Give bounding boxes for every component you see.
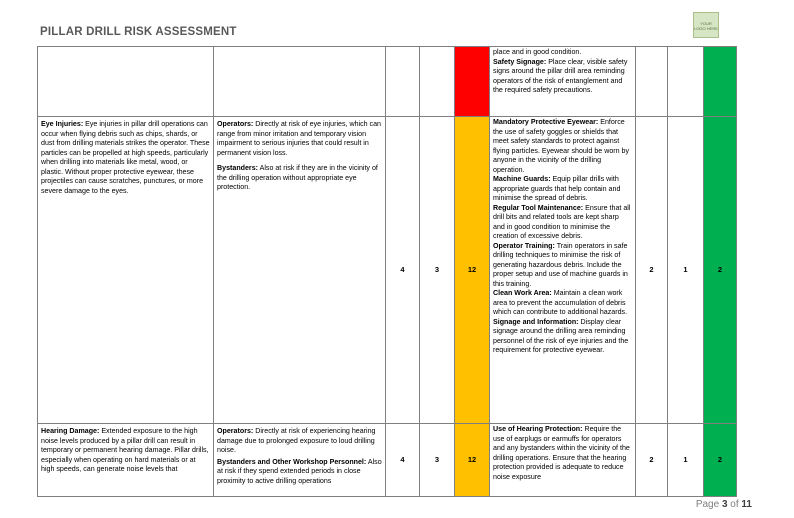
logo-placeholder: YOUR LOGO HERE (693, 12, 719, 38)
person-at-risk: Bystanders and Other Workshop Personnel: Also at risk if they spend extended periods in close proximity to active drilling operations (217, 457, 382, 485)
risk-rating-cell (455, 47, 490, 117)
persons-at-risk-cell (214, 117, 386, 424)
page-number: Page 3 of 11 (695, 499, 752, 510)
control-measure: Mandatory Protective Eyewear: Enforce the use of safety goggles or shields that meet safety standards to protect against flying particles. Eyewear should be worn by anyone in the vicinity of the drilling operation. (493, 118, 630, 174)
severity-cell: 3 (420, 117, 455, 424)
control-measures-cell (490, 47, 636, 117)
control-measure: Regular Tool Maintenance: Ensure that all drill bits and related tools are kept sharp and in good condition to minimise the creation of excessive debris. (493, 203, 631, 240)
table-row (38, 47, 737, 117)
person-at-risk: Operators: Directly at risk of experiencing hearing damage due to prolonged exposure to loud drilling noise. (217, 427, 376, 454)
hazard-cell (38, 117, 214, 424)
control-measure: Clean Work Area: Maintain a clean work area to prevent the accumulation of debris which can contribute to additional hazards. (493, 289, 628, 316)
residual-likelihood-cell: 2 (636, 117, 668, 424)
severity-cell (420, 47, 455, 117)
persons-at-risk-cell (214, 424, 386, 497)
table-row (38, 424, 737, 497)
persons-at-risk-cell (214, 47, 386, 117)
likelihood-cell: 4 (386, 117, 420, 424)
table-row (38, 117, 737, 424)
likelihood-cell: 4 (386, 424, 420, 497)
hazard-description: Hearing Damage: Extended exposure to the high noise levels produced by a pillar drill can result in temporary or permanent hearing damage. Pillar drills, especially when operating on hard materials or at high speeds, can generate noise levels that (41, 427, 209, 473)
residual-risk-cell (704, 47, 737, 117)
control-measure: Signage and Information: Display clear signage around the drilling area reminding personnel of the risk of eye injuries and the requirement for protective eyewear. (493, 317, 629, 354)
severity-cell: 3 (420, 424, 455, 497)
risk-assessment-table (37, 46, 737, 497)
control-measures-cell (490, 117, 636, 424)
likelihood-cell (386, 47, 420, 117)
person-at-risk: Bystanders: Also at risk if they are in the vicinity of the drilling operation without appropriate eye protection. (217, 164, 378, 191)
control-measure: Operator Training: Train operators in safe drilling techniques to minimise the risk of generating hazardous debris. Include the proper setup and use of machine guards in this training. (493, 241, 628, 288)
control-measures-cell (490, 424, 636, 497)
hazard-description: Eye Injuries: Eye injuries in pillar drill operations can occur when flying debris such as chips, shards, or dust from drilling materials strikes the operator. These particles can be propelled at high speeds, particularly when drilling into materials like metal, wood, or plastic. Without proper protective eyewear, these projectiles can cause scratches, punctures, or more severe damage to the eyes. (41, 120, 210, 195)
control-measure: Machine Guards: Equip pillar drills with appropriate guards that help contain and minimise the spread of debris. (493, 175, 621, 202)
residual-severity-cell (668, 47, 704, 117)
risk-rating-cell: 12 (455, 424, 490, 497)
person-at-risk: Operators: Directly at risk of eye injuries, which can range from minor irritation and temporary vision impairment to serious injuries that could result in permanent vision loss. (217, 120, 381, 157)
risk-rating-cell: 12 (455, 117, 490, 424)
residual-severity-cell: 1 (668, 117, 704, 424)
hazard-cell (38, 47, 214, 117)
residual-risk-cell: 2 (704, 117, 737, 424)
residual-risk-cell: 2 (704, 424, 737, 497)
document-title: PILLAR DRILL RISK ASSESSMENT (40, 26, 237, 38)
hazard-cell (38, 424, 214, 497)
residual-severity-cell: 1 (668, 424, 704, 497)
control-measure: place and in good condition. (493, 48, 582, 56)
residual-likelihood-cell (636, 47, 668, 117)
control-measure: Use of Hearing Protection: Require the use of earplugs or earmuffs for operators and any bystanders within the vicinity of the drilling operations. Ensure that the hearing protection provided is adequate to reduce noise exposure (493, 425, 630, 481)
control-measure: Safety Signage: Place clear, visible safety signs around the pillar drill area reminding operators of the risk of entanglement and the required safety precautions. (493, 57, 628, 94)
residual-likelihood-cell: 2 (636, 424, 668, 497)
